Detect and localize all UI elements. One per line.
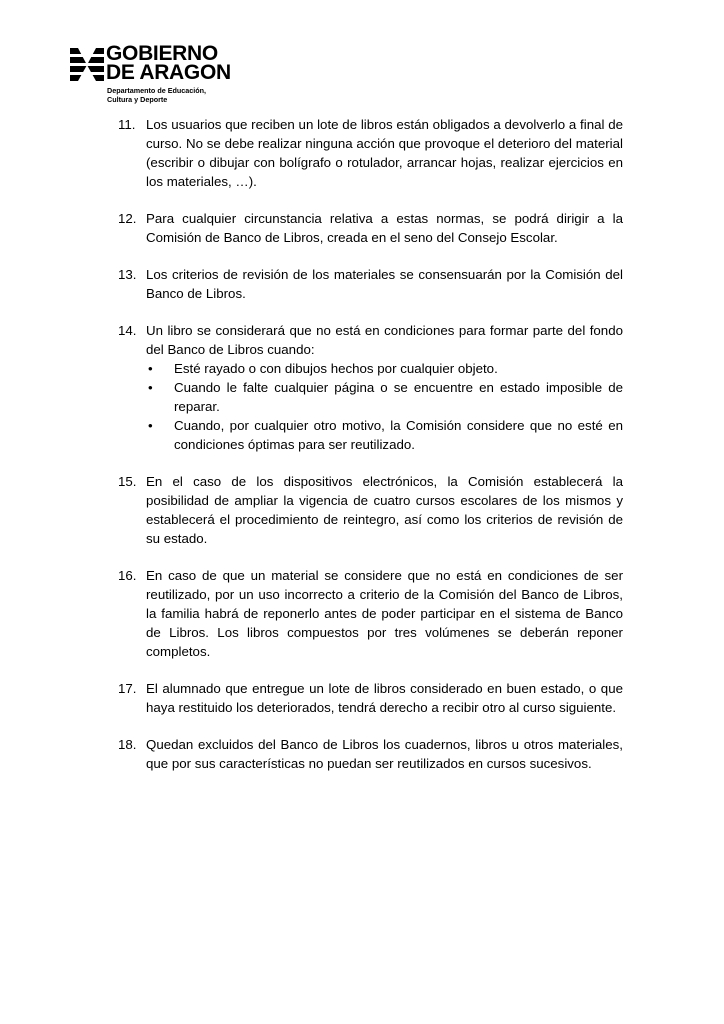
bullet-icon: • (148, 361, 153, 376)
aragon-emblem-icon (70, 46, 104, 84)
list-item (118, 735, 623, 773)
item-text: Los criterios de revisión de los materiales se consensuarán por la Comisión del Banco de Libros. (146, 267, 623, 301)
department-name (107, 86, 206, 104)
item-number: 16. (118, 568, 137, 583)
logo-line-1: GOBIERNO (106, 42, 218, 65)
item-text: Para cualquier circunstancia relativa a estas normas, se podrá dirigir a la Comisión de Banco de Libros, creada en el seno del Consejo Escolar. (146, 211, 623, 245)
bullet-item (146, 359, 623, 378)
item-number: 17. (118, 681, 137, 696)
item-number: 18. (118, 737, 137, 752)
list-item (118, 115, 623, 191)
logo-title (106, 44, 231, 82)
item-text: Los usuarios que reciben un lote de libros están obligados a devolverlo a final de curso. No se debe realizar ninguna acción que provoque el deterioro del material (escribir o dibujar con bolígrafo o rotulador, arrancar hojas, realizar ejercicios en los materiales, …). (146, 117, 623, 189)
item-text: En el caso de los dispositivos electrónicos, la Comisión establecerá la posibilidad de ampliar la vigencia de cuatro cursos escolares de los mismos y establecerá el procedimiento de reintegro, así como los criterios de revisión de su estado. (146, 474, 623, 546)
item-number: 13. (118, 267, 137, 282)
item-number: 14. (118, 323, 137, 338)
bullet-item (146, 416, 623, 454)
item-text: En caso de que un material se considere que no está en condiciones de ser reutilizado, por un uso incorrecto a criterio de la Comisión del Banco de Libros, la familia habrá de reponerlo antes de poder participar en el sistema de Banco de Libros. Los libros compuestos por tres volúmenes se deberán reponer completos. (146, 568, 623, 659)
list-item (118, 679, 623, 717)
item-text: El alumnado que entregue un lote de libros considerado en buen estado, o que haya restituido los deteriorados, tendrá derecho a recibir otro al curso siguiente. (146, 681, 623, 715)
bullet-icon: • (148, 418, 153, 433)
item-number: 12. (118, 211, 137, 226)
item-text: Un libro se considerará que no está en condiciones para formar parte del fondo del Banco de Libros cuando: (146, 323, 623, 357)
department-line-1: Departamento de Educación, (107, 86, 207, 95)
item-text: Quedan excluidos del Banco de Libros los cuadernos, libros u otros materiales, que por sus características no puedan ser reutilizados en cursos sucesivos. (146, 737, 623, 771)
list-item (118, 209, 623, 247)
list-item (118, 472, 623, 548)
list-item (118, 265, 623, 303)
bullet-list (146, 359, 623, 454)
logo-line-2: DE ARAGON (106, 61, 231, 84)
bullet-icon: • (148, 380, 153, 395)
bullet-text: Esté rayado o con dibujos hechos por cualquier objeto. (174, 361, 498, 376)
item-number: 11. (118, 117, 136, 132)
header-logo (70, 44, 270, 104)
list-item (118, 566, 623, 661)
department-line-2: Cultura y Deporte (107, 95, 168, 104)
bullet-text: Cuando, por cualquier otro motivo, la Comisión considere que no esté en condiciones óptimas para ser reutilizado. (174, 418, 623, 452)
document-body (118, 115, 623, 791)
bullet-item (146, 378, 623, 416)
bullet-text: Cuando le falte cualquier página o se encuentre en estado imposible de reparar. (174, 380, 623, 414)
item-number: 15. (118, 474, 137, 489)
list-item (118, 321, 623, 454)
